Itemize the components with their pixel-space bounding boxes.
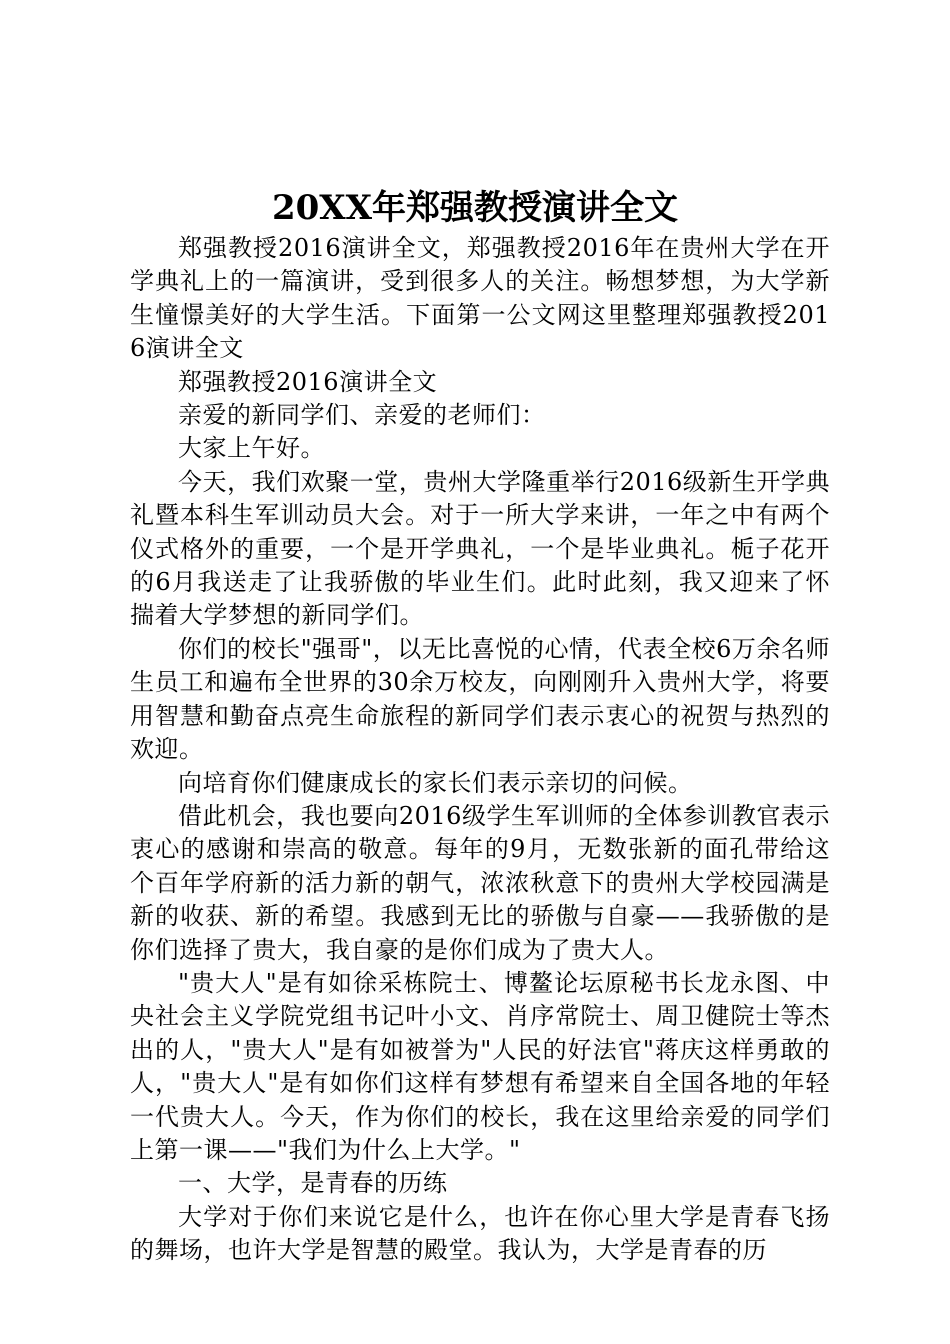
- paragraph: 向培育你们健康成长的家长们表示亲切的问候。: [178, 768, 693, 797]
- document-title: 20XX年郑强教授演讲全文: [271, 188, 679, 228]
- paragraph: 大学对于你们来说它是什么，也许在你心里大学是青春飞扬的舞场，也许大学是智慧的殿堂。我认为，大学是青春的历: [130, 1202, 830, 1265]
- paragraph: "贵大人"是有如徐采栋院士、博鳌论坛原秘书长龙永图、中央社会主义学院党组书记叶小文、肖序常院士、周卫健院士等杰出的人，"贵大人"是有如被誉为"人民的好法官"蒋庆这样勇敢的人，"贵大人"是有如你们这样有梦想有希望来自全国各地的年轻一代贵大人。今天，作为你们的校长，我在这里给亲爱的同学们上第一课——"我们为什么上大学。": [130, 968, 830, 1164]
- paragraph: 你们的校长"强哥"，以无比喜悦的心情，代表全校6万余名师生员工和遍布全世界的30余万校友，向刚刚升入贵州大学，将要用智慧和勤奋点亮生命旅程的新同学们表示衷心的祝贺与热烈的欢迎。: [130, 634, 830, 764]
- paragraph-greeting: 大家上午好。: [178, 434, 325, 463]
- paragraph: 今天，我们欢聚一堂，贵州大学隆重举行2016级新生开学典礼暨本科生军训动员大会。对于一所大学来讲，一年之中有两个仪式格外的重要，一个是开学典礼，一个是毕业典礼。栀子花开的6月我送走了让我骄傲的毕业生们。此时此刻，我又迎来了怀揣着大学梦想的新同学们。: [130, 467, 830, 630]
- paragraph-subtitle: 郑强教授2016演讲全文: [178, 367, 438, 396]
- paragraph-salutation: 亲爱的新同学们、亲爱的老师们：: [178, 401, 546, 430]
- paragraph: 借此机会，我也要向2016级学生军训师的全体参训教官表示衷心的感谢和崇高的敬意。每年的9月，无数张新的面孔带给这个百年学府新的活力新的朝气，浓浓秋意下的贵州大学校园满是新的收获、新的希望。我感到无比的骄傲与自豪——我骄傲的是你们选择了贵大，我自豪的是你们成为了贵大人。: [130, 801, 830, 964]
- paragraph-intro: 郑强教授2016演讲全文，郑强教授2016年在贵州大学在开学典礼上的一篇演讲，受到很多人的关注。畅想梦想，为大学新生憧憬美好的大学生活。下面第一公文网这里整理郑强教授2016演讲全文: [130, 234, 830, 363]
- section-heading: 一、大学，是青春的历练: [178, 1169, 448, 1198]
- document-body: [130, 232, 830, 1268]
